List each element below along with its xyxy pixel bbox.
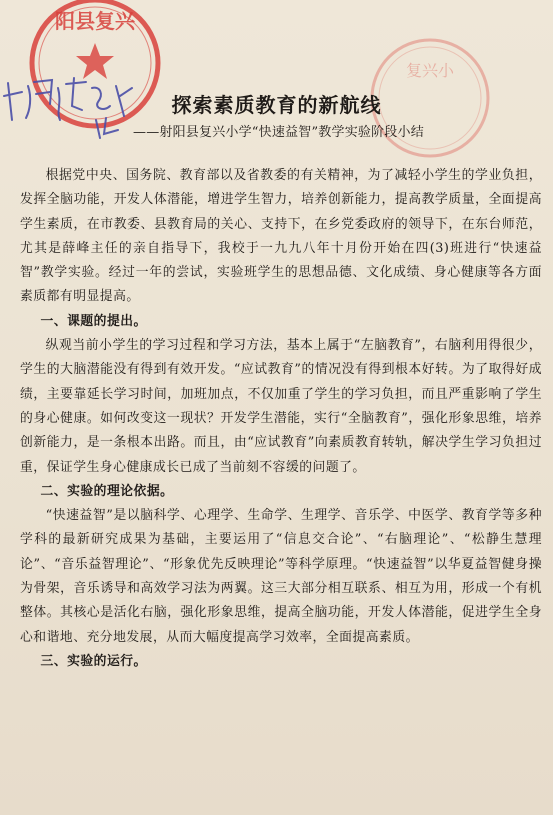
document-title: 探索素质教育的新航线	[171, 93, 382, 117]
body-paragraph: “快速益智”是以脑科学、心理学、生命学、生理学、音乐学、中医学、教育学等多种学科的最新研究成果为基础，主要运用了“信息交合论”、“右脑理论”、“松静生慧理论”、“音乐益智理论”、“形象优先反映理论”等科学原理。“快速益智”以华夏益智健身操为骨架，音乐诱导和高效学习法为两翼。这三大部分相互联系、相互为用，形成一个有机整体。其核心是活化右脑，强化形象思维，提高全脑功能，开发人体潜能，促进学生全身心和谐地、充分地发展，从而大幅度提高学习效率，全面提高素质。	[20, 508, 542, 645]
body-paragraph: 根据党中央、国务院、教育部以及省教委的有关精神，为了减轻小学生的学业负担，发挥全脑功能，开发人体潜能，增进学生智力，培养创新能力，提高教学质量，全面提高学生素质，在市教委、县教育局的关心、支持下，在乡党委政府的领导下，在东台师范，尤其是薛峰主任的亲自指导下，我校于一九九八年十月份开始在四(3)班进行“快速益智”教学实验。经过一年的尝试，实验班学生的思想品德、文化成绩、身心健康等各方面素质都有明显提高。	[20, 168, 542, 305]
section-heading: 三、实验的运行。	[40, 653, 147, 669]
section-heading: 一、课题的提出。	[40, 313, 147, 329]
svg-text:阳县复兴: 阳县复兴	[55, 9, 135, 33]
svg-text:复兴小: 复兴小	[405, 61, 455, 80]
document-body	[20, 164, 542, 674]
document-subtitle: ——射阳县复兴小学“快速益智”教学实验阶段小结	[133, 125, 424, 140]
section-heading: 二、实验的理论依据。	[40, 483, 174, 499]
body-paragraph: 纵观当前小学生的学习过程和学习方法，基本上属于“左脑教育”，右脑利用得很少，学生的大脑潜能没有得到有效开发。“应试教育”的情况没有得到根本好转。为了取得好成绩，主要靠延长学习时间，加班加点，不仅加重了学生的学习负担，而且严重影响了学生的身心健康。如何改变这一现状？开发学生潜能，实行“全脑教育”，强化形象思维，培养创新能力，是一条根本出路。而且，由“应试教育”向素质教育转轨，解决学生学习负担过重，保证学生身心健康成长已成了当前刻不容缓的问题了。	[20, 338, 542, 475]
